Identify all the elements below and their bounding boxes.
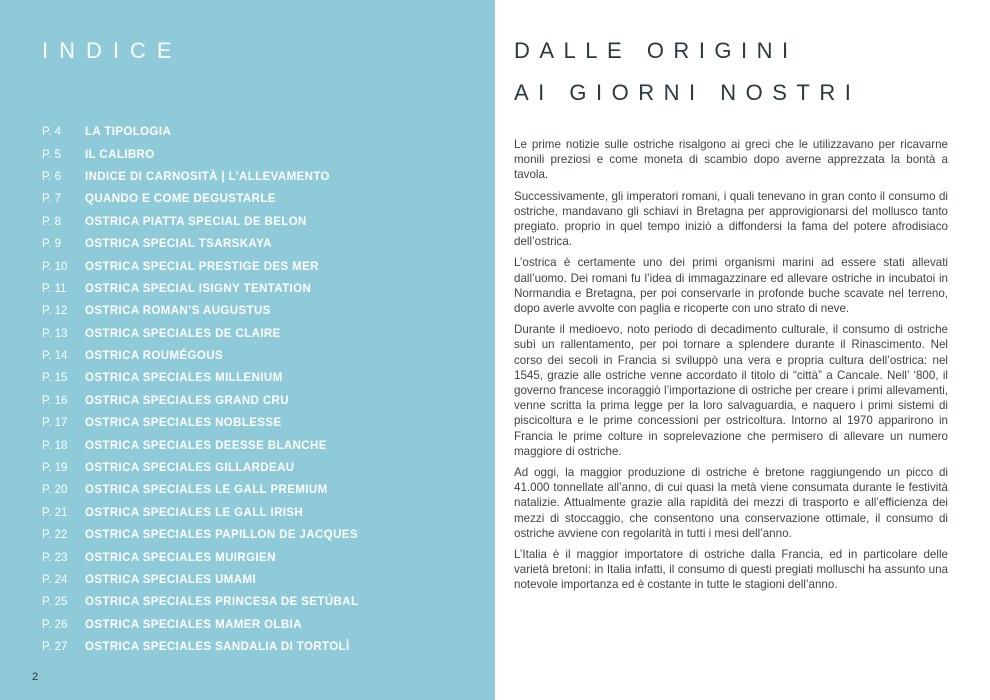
- toc-entry[interactable]: [42, 367, 472, 389]
- index-title: INDICE: [42, 38, 183, 63]
- toc-page-number: P. 17: [42, 417, 68, 430]
- toc-page-number: P. 25: [42, 596, 68, 609]
- toc-entry[interactable]: [42, 636, 472, 658]
- toc-page-number: P. 12: [42, 305, 68, 318]
- toc-page-number: P. 5: [42, 148, 61, 161]
- toc-entry[interactable]: [42, 502, 472, 524]
- article-paragraph: L’ostrica è certamente uno dei primi organismi marini ad essere stati allevati dall’uomo. Dei romani fu l’idea di immagazzinare ed allevare ostriche in incubatoi in Normandia e Bretagna, per poi conservarle in profonde buche scavate nel terreno, dopo averle avvolte con paglia e ricoperte con uno strato di neve.: [514, 256, 948, 316]
- toc-entry-label: OSTRICA ROMAN’S AUGUSTUS: [85, 305, 271, 318]
- toc-entry-label: OSTRICA SPECIAL ISIGNY TENTATION: [85, 282, 312, 295]
- toc-entry-label: OSTRICA SPECIAL TSARSKAYA: [85, 238, 272, 251]
- toc-page-number: P. 22: [42, 529, 68, 542]
- toc-entry[interactable]: [42, 614, 472, 636]
- toc-entry[interactable]: [42, 143, 472, 165]
- toc-page-number: P. 7: [42, 193, 61, 206]
- toc-entry-label: OSTRICA SPECIALES DEESSE BLANCHE: [85, 439, 327, 452]
- toc-entry-label: IL CALIBRO: [85, 148, 155, 161]
- article-paragraph: Ad oggi, la maggior produzione di ostriche è bretone raggiungendo un picco di 41.000 tonnellate all’anno, di cui quasi la metà viene consumata durante le festività natalizie. Attualmente grazie alla rapidità dei mezzi di trasporto e all’efficienza dei mezzi di stoccaggio, che consentono una conservazione ottimale, il consumo di ostriche avviene con regolarità in tutti i mesi dell’anno.: [514, 466, 948, 540]
- toc-entry-label: LA TIPOLOGIA: [85, 126, 172, 139]
- toc-page-number: P. 10: [42, 260, 68, 273]
- toc-page-number: P. 23: [42, 551, 68, 564]
- toc-entry[interactable]: [42, 255, 472, 277]
- toc-entry[interactable]: [42, 278, 472, 300]
- toc-entry[interactable]: [42, 211, 472, 233]
- toc-page-number: P. 8: [42, 215, 61, 228]
- toc-page-number: P. 13: [42, 327, 68, 340]
- toc-entry-label: OSTRICA SPECIALES UMAMI: [85, 574, 257, 586]
- article-title-line-1: DALLE ORIGINI: [514, 38, 798, 63]
- toc-entry-label: OSTRICA SPECIALES LE GALL PREMIUM: [85, 484, 328, 497]
- toc-entry-label: OSTRICA SPECIALES MILLENIUM: [85, 372, 283, 385]
- toc-entry[interactable]: [42, 188, 472, 210]
- article-paragraph: Durante il medioevo, noto periodo di decadimento culturale, il consumo di ostriche subì un rallentamento, per poi tornare a splendere durante il Rinascimento. Nel corso dei secoli in Francia si sviluppò una vera e propria cultura dell’ostrica: nel 1545, grazie alle ostriche venne accordato il titolo di “città” a Cancale. Nell’ ‘800, il governo francese incoraggiò l’importazione di ostriche per creare i primi allevamenti, venne scritta la prima legge per la loro salvaguardia, e naquero i primi sistemi di piscicoltura e le prime concessioni per ostricoltura. Intorno al 1970 apparirono in Francia le prime colture in soprelevazione che permisero di allevare un numero maggiore di ostriche.: [514, 323, 948, 458]
- page-number: 2: [32, 671, 39, 683]
- toc-page-number: P. 16: [42, 394, 68, 407]
- toc-page-number: P. 24: [42, 574, 68, 586]
- toc-entry[interactable]: [42, 591, 472, 613]
- article-paragraph: Successivamente, gli imperatori romani, i quali tenevano in gran conto il consumo di ostriche, mandavano gli schiavi in Bretagna per approvigionarsi del mollusco tanto pregiato. proprio in quel tempo iniziò a diffondersi la fama del potere afrodisiaco dell’ostrica.: [514, 189, 948, 249]
- toc-entry[interactable]: [42, 390, 472, 412]
- toc-entry-label: QUANDO E COME DEGUSTARLE: [85, 193, 276, 206]
- toc-entry[interactable]: [42, 569, 472, 591]
- toc-entry-label: OSTRICA SPECIALES NOBLESSE: [85, 417, 282, 430]
- toc-page-number: P. 21: [42, 506, 68, 519]
- article-paragraph: L’Italia è il maggior importatore di ostriche dalla Francia, ed in particolare delle varietà bretoni: in Italia infatti, il consumo di questi pregiati molluschi ha assunto una notevole importanza ed è costante in tutte le stagioni dell’anno.: [514, 548, 948, 592]
- article-body: [514, 137, 948, 599]
- toc-entry-label: OSTRICA PIATTA SPECIAL DE BELON: [85, 215, 307, 228]
- toc-page-number: P. 11: [42, 282, 67, 295]
- toc-entry-label: OSTRICA SPECIALES PAPILLON DE JACQUES: [85, 529, 358, 542]
- toc-page-number: P. 6: [42, 170, 61, 183]
- toc-entry-label: OSTRICA SPECIAL PRESTIGE DES MER: [85, 260, 319, 273]
- toc-entry[interactable]: [42, 412, 472, 434]
- toc-entry[interactable]: [42, 457, 472, 479]
- toc-page-number: P. 18: [42, 439, 68, 452]
- toc-entry[interactable]: [42, 345, 472, 367]
- toc-entry[interactable]: [42, 524, 472, 546]
- toc-entry-label: OSTRICA SPECIALES GRAND CRU: [85, 394, 289, 407]
- toc-entry-label: OSTRICA SPECIALES PRINCESA DE SETÚBAL: [85, 596, 359, 609]
- toc-entry[interactable]: [42, 434, 472, 456]
- toc-page-number: P. 27: [42, 641, 68, 654]
- toc-entry[interactable]: [42, 233, 472, 255]
- toc-entry-label: OSTRICA SPECIALES MAMER OLBIA: [85, 618, 302, 631]
- toc-entry-label: INDICE DI CARNOSITÀ | L’ALLEVAMENTO: [85, 170, 330, 183]
- toc-entry[interactable]: [42, 323, 472, 345]
- toc-page-number: P. 26: [42, 618, 68, 631]
- toc-entry-label: OSTRICA SPECIALES DE CLAIRE: [85, 327, 281, 340]
- toc-entry-label: OSTRICA ROUMÉGOUS: [85, 350, 223, 363]
- toc-entry-label: OSTRICA SPECIALES SANDALIA DI TORTOLÌ: [85, 641, 350, 654]
- toc-entry[interactable]: [42, 546, 472, 568]
- toc-page-number: P. 19: [42, 462, 68, 475]
- toc-entry-label: OSTRICA SPECIALES MUIRGIEN: [85, 551, 276, 564]
- toc-page-number: P. 4: [42, 126, 61, 139]
- toc-entry-label: OSTRICA SPECIALES LE GALL IRISH: [85, 506, 304, 519]
- article-title-line-2: AI GIORNI NOSTRI: [514, 80, 861, 105]
- table-of-contents: [42, 121, 472, 658]
- toc-page-number: P. 20: [42, 484, 68, 497]
- toc-page-number: P. 15: [42, 372, 68, 385]
- toc-entry[interactable]: [42, 300, 472, 322]
- article-paragraph: Le prime notizie sulle ostriche risalgono ai greci che le utilizzavano per ricavarne monili preziosi e come moneta di scambio dopo averne apprezzata la bontà a tavola.: [514, 138, 948, 182]
- toc-entry[interactable]: [42, 479, 472, 501]
- toc-page-number: P. 9: [42, 238, 61, 251]
- toc-entry[interactable]: [42, 166, 472, 188]
- toc-entry[interactable]: [42, 121, 472, 143]
- toc-entry-label: OSTRICA SPECIALES GILLARDEAU: [85, 462, 295, 475]
- toc-page-number: P. 14: [42, 350, 68, 363]
